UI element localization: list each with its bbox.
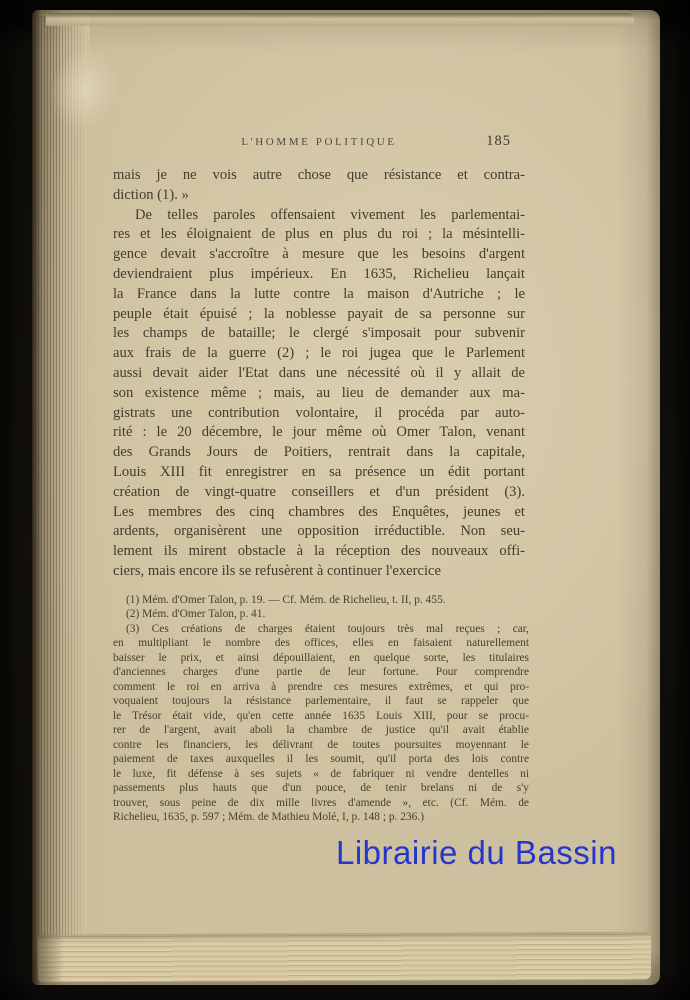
text-line: mais je ne vois autre chose que résistance et contra- xyxy=(113,167,525,183)
page-top-edge xyxy=(46,13,634,26)
running-title: L'HOMME POLITIQUE xyxy=(241,136,397,148)
text-line: gistrats une contribution volontaire, il procéda par auto- xyxy=(113,404,525,421)
footnote xyxy=(113,593,529,608)
text-line: paiement de taxes auxquelles il les soumit, qu'il porta des lois contre xyxy=(113,753,529,766)
text-line: aux frais de la guerre (2) ; le roi jugea que le Parlement xyxy=(113,345,525,362)
text-line: passements plus hauts que d'un pouce, de tenir brelans ni de s'y xyxy=(113,782,529,795)
footnotes xyxy=(113,593,529,825)
text-line: ardents, organisèrent une opposition irréductible. Non seu- xyxy=(113,523,525,540)
text-line: aussi devait aider l'Etat dans une nécessité où il y allait de xyxy=(113,364,525,381)
book-page xyxy=(32,10,660,985)
page-header xyxy=(113,133,525,152)
text-line: contre les financiers, les délivrant de toutes poursuites moyennant le xyxy=(113,738,529,751)
footnote xyxy=(113,622,529,825)
text-line: gence devait s'accroître à mesure que les besoins d'argent xyxy=(113,246,525,263)
paragraph xyxy=(113,166,525,206)
text-line: Richelieu, 1635, p. 597 ; Mém. de Mathieu Molé, I, p. 148 ; p. 236.) xyxy=(113,811,424,824)
text-line: le luxe, fit défense à ses sujets « de fabriquer ni vendre dentelles ni xyxy=(113,767,529,780)
text-line: (2) Mém. d'Omer Talon, p. 41. xyxy=(126,608,266,621)
text-line: le Trésor était vide, qu'en cette année 1635 Louis XIII, pour se procu- xyxy=(113,709,529,722)
text-line: des Grands Jours de Poitiers, rentrait dans la capitale, xyxy=(113,444,525,461)
page-text-block xyxy=(113,133,529,825)
text-line: deviendraient plus impérieux. En 1635, Richelieu lançait xyxy=(113,265,525,282)
text-line: (3) Ces créations de charges étaient toujours très mal reçues ; car, xyxy=(126,622,529,635)
text-line: rité : le 20 décembre, le jour même où Omer Talon, venant xyxy=(113,424,525,441)
book-spine-page-edges xyxy=(32,16,90,977)
body-paragraphs xyxy=(113,166,525,582)
text-line: en multipliant le nombre des offices, elles en faisaient naturellement xyxy=(113,637,529,650)
text-line: baisser le prix, et ainsi dépouillaient, en quelque sorte, les titulaires xyxy=(113,651,529,664)
text-line: rer de l'argent, avait aboli la chambre de justice qu'il avait établie xyxy=(113,724,529,737)
watermark-text: Librairie du Bassin xyxy=(336,834,617,871)
text-line: lement ils mirent obstacle à la réception des nouveaux offi- xyxy=(113,543,525,560)
text-line: Les membres des cinq chambres des Enquêtes, jeunes et xyxy=(113,503,525,520)
text-line: comment le roi en arriva à prendre ces mesures extrêmes, et qui pro- xyxy=(113,680,529,693)
text-line: res et les éloignaient de plus en plus du roi ; la mésintelli- xyxy=(113,226,525,243)
text-line: ciers, mais encore ils se refusèrent à continuer l'exercice xyxy=(113,562,441,579)
text-line: (1) Mém. d'Omer Talon, p. 19. — Cf. Mém. de Richelieu, t. II, p. 455. xyxy=(126,593,446,606)
text-line: d'anciennes charges d'une partie de leur fortune. Pour comprendre xyxy=(113,666,529,679)
text-line: peuple était épuisé ; la noblesse payait de sa personne sur xyxy=(113,305,525,322)
text-line: De telles paroles offensaient vivement les parlementai- xyxy=(135,206,525,223)
text-line: Louis XIII fit enregistrer en sa présence un édit portant xyxy=(113,463,525,480)
text-line: les champs de bataille; le clergé s'imposait pour subvenir xyxy=(113,325,525,342)
paragraph xyxy=(113,206,525,582)
page-bottom-edge-stack xyxy=(38,932,651,983)
text-line: voquaient toujours la résistance parlementaire, il faut se rappeler que xyxy=(113,695,529,708)
text-line: création de vingt-quatre conseillers et d'un président (3). xyxy=(113,483,525,500)
text-line: la France dans la lutte contre la maison d'Autriche ; le xyxy=(113,285,525,302)
text-line: trouver, sous peine de dix mille livres d'amende », etc. (Cf. Mém. de xyxy=(113,796,529,809)
text-line: son existence même ; mais, au lieu de demander aux ma- xyxy=(113,384,525,401)
text-line: diction (1). » xyxy=(113,186,189,203)
page-number: 185 xyxy=(486,133,511,149)
footnote xyxy=(113,607,529,622)
